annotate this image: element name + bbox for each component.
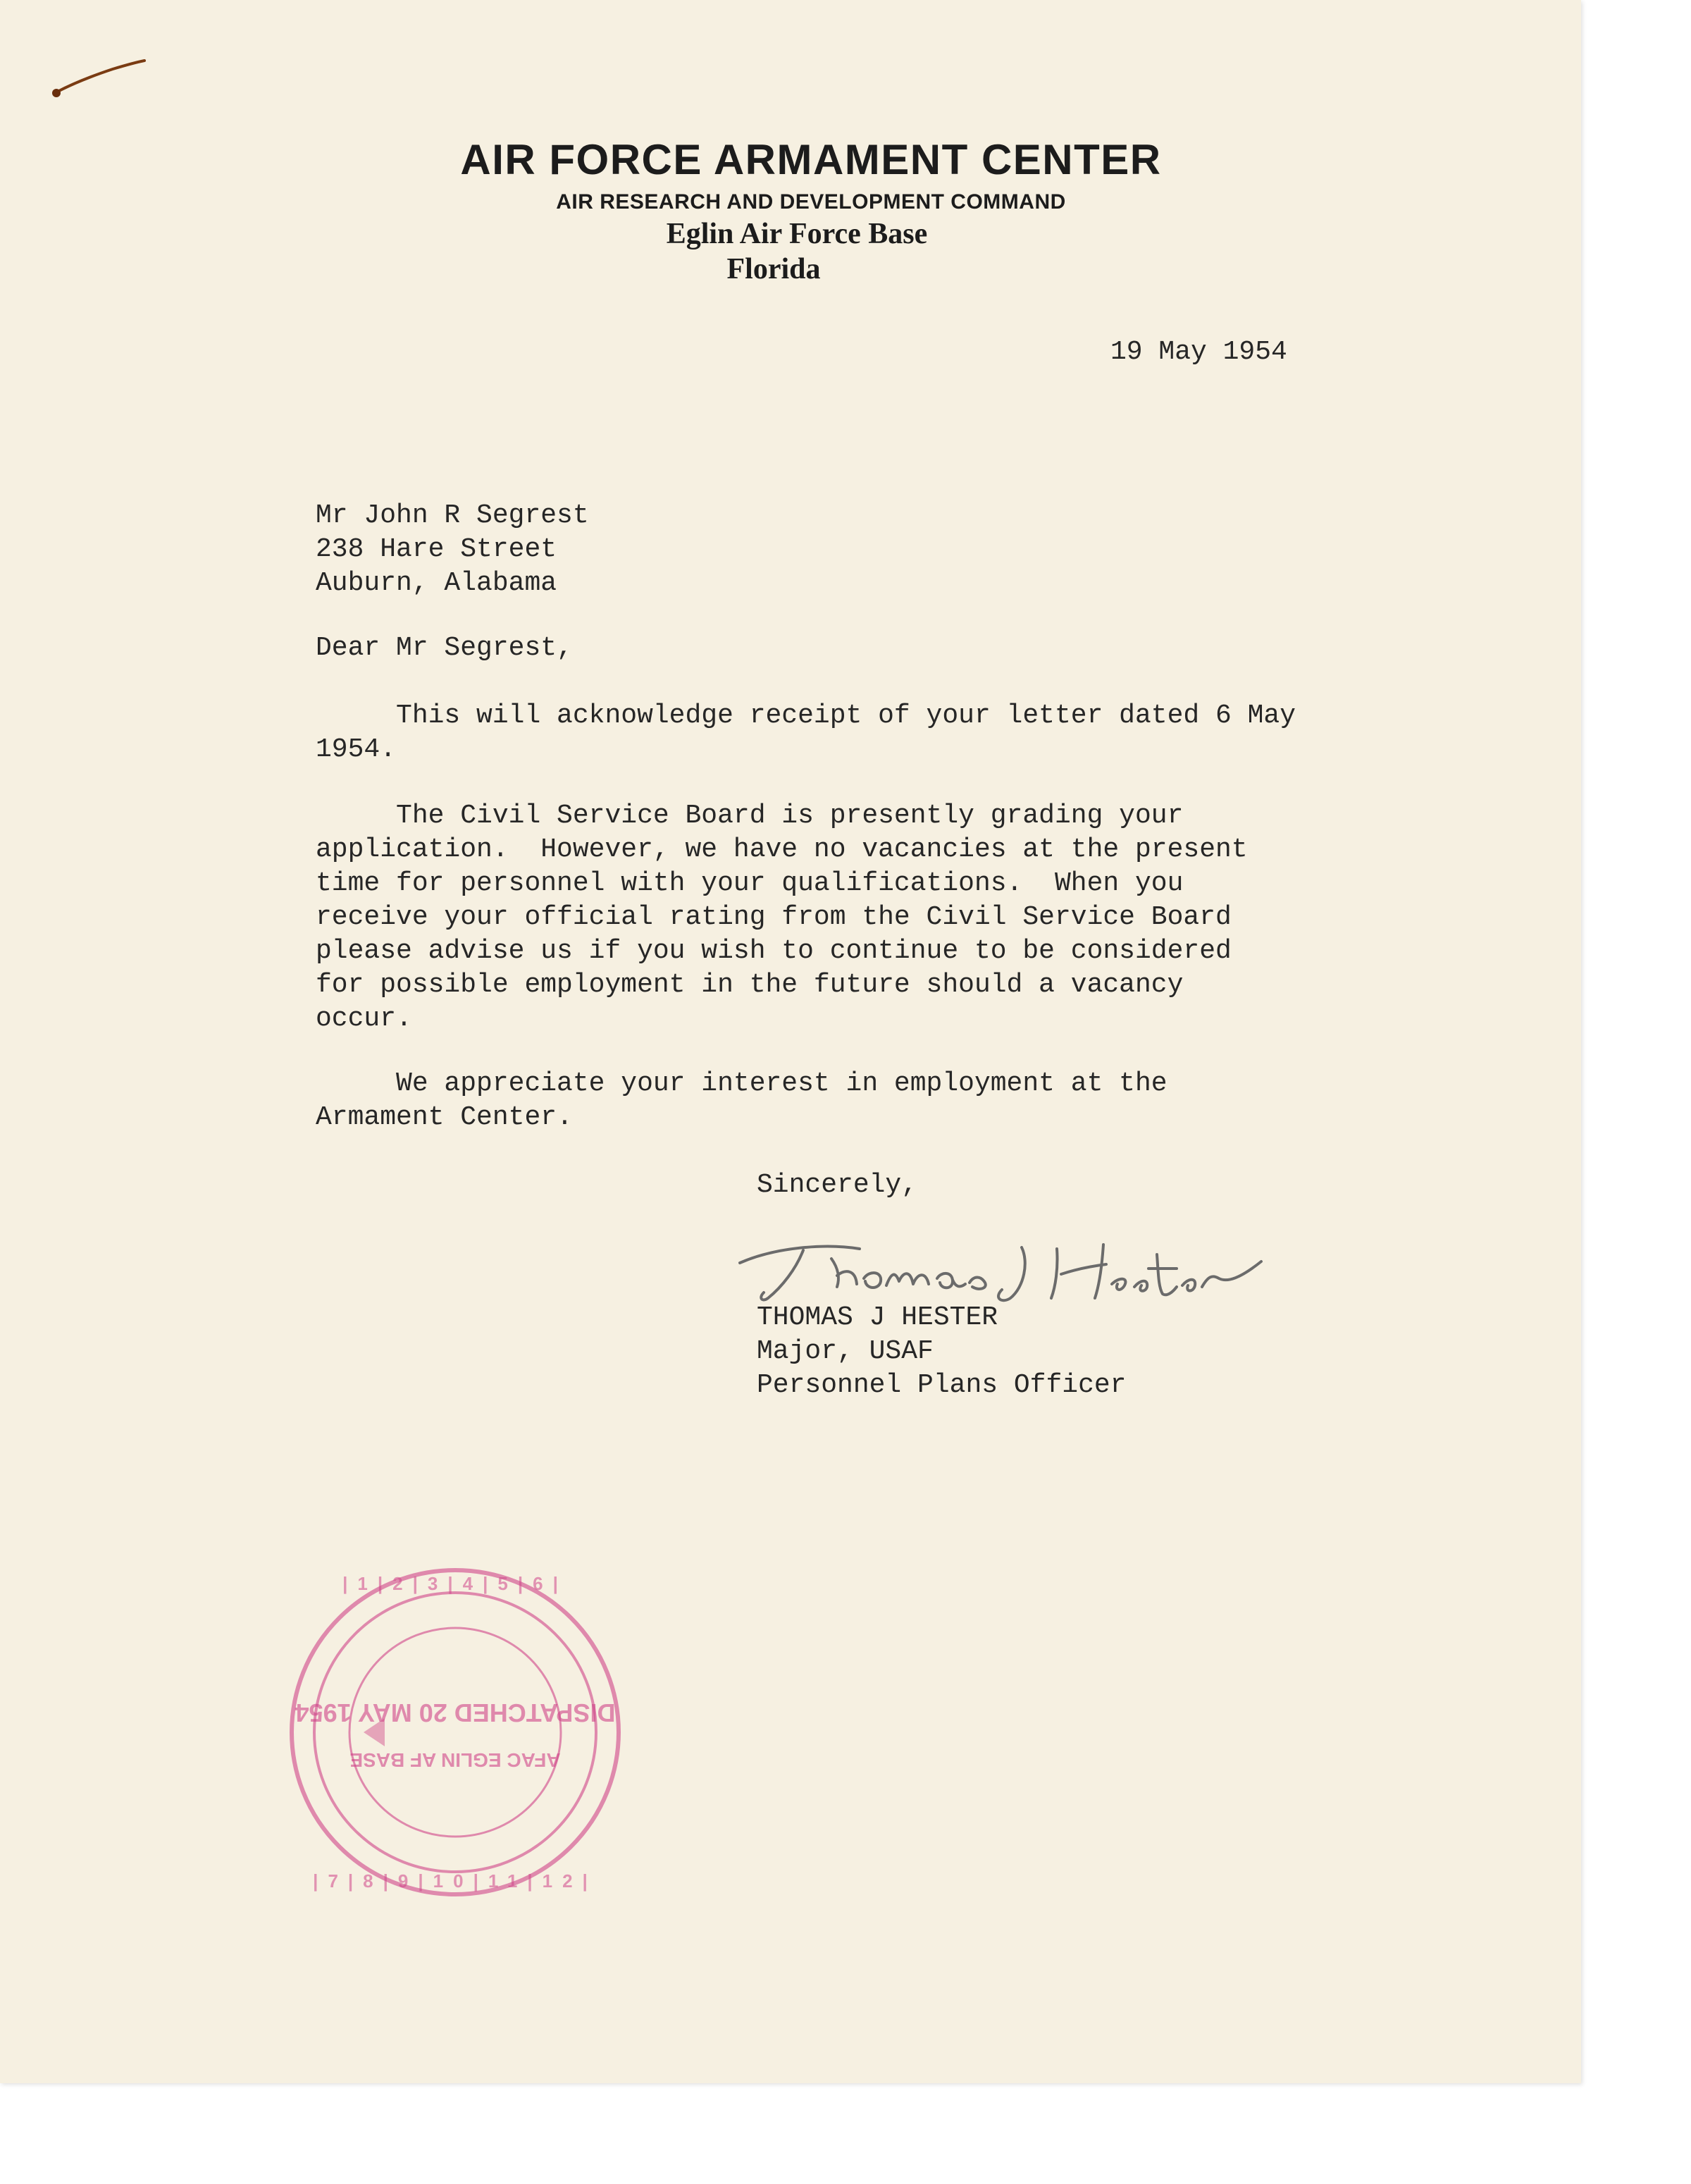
recipient-name: Mr John R Segrest bbox=[316, 500, 589, 531]
stamp-text: DISPATCHED 20 MAY 1954 bbox=[295, 1698, 616, 1727]
handwritten-signature bbox=[726, 1219, 1275, 1311]
recipient-city: Auburn, Alabama bbox=[316, 568, 557, 598]
stamp-org: AFAC EGLIN AF BASE bbox=[349, 1749, 561, 1771]
recipient-address bbox=[316, 499, 589, 600]
svg-text:|1|2|3|4|5|6|: |1|2|3|4|5|6| bbox=[342, 1573, 568, 1594]
letter-date: 19 May 1954 bbox=[1110, 337, 1287, 367]
received-stamp bbox=[279, 1556, 631, 1908]
closing: Sincerely, bbox=[757, 1170, 918, 1200]
signer-title: Personnel Plans Officer bbox=[757, 1370, 1127, 1400]
signer-rank: Major, USAF bbox=[757, 1336, 934, 1366]
letterhead-title: AIR FORCE ARMAMENT CENTER bbox=[460, 136, 1162, 183]
signature-block bbox=[757, 1301, 1127, 1402]
letterhead-subtitle: AIR RESEARCH AND DEVELOPMENT COMMAND bbox=[556, 190, 1066, 214]
body-paragraph-1: This will acknowledge receipt of your letter dated 6 May 1954. bbox=[316, 701, 1296, 765]
letterhead-base: Eglin Air Force Base bbox=[666, 218, 928, 250]
signer-name: THOMAS J HESTER bbox=[757, 1302, 998, 1333]
rust-stain-mark bbox=[49, 56, 148, 99]
body-paragraph-2: The Civil Service Board is presently grading your application. However, we have no vacancies at the present time for personnel with your qualifications. When you receive your official rating from the Civil Service Board please advise us if you wish to continue to be considered for possible employment in the future should a vacancy occur. bbox=[316, 801, 1248, 1034]
body-paragraph-3: We appreciate your interest in employment at the Armament Center. bbox=[316, 1068, 1167, 1133]
recipient-street: 238 Hare Street bbox=[316, 534, 557, 564]
svg-text:|7|8|9|10|11|12|: |7|8|9|10|11|12| bbox=[313, 1870, 597, 1892]
salutation: Dear Mr Segrest, bbox=[316, 633, 573, 663]
letterhead-state: Florida bbox=[726, 253, 821, 285]
